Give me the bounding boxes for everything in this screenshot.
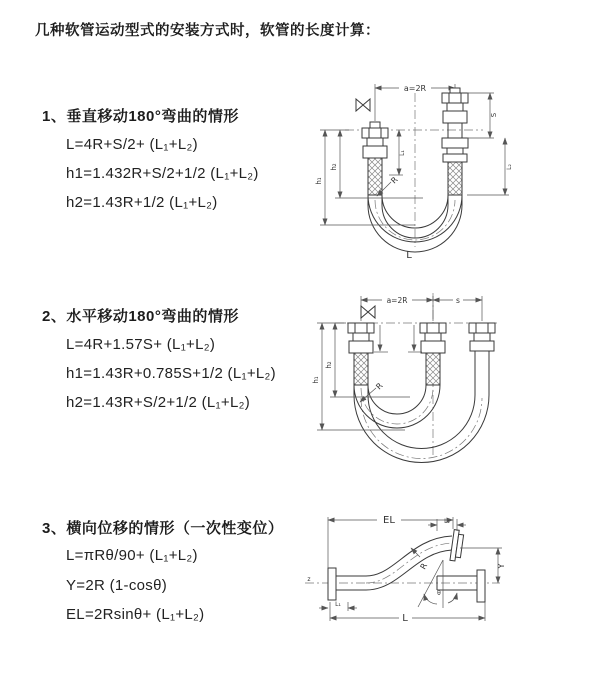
dim-l1 <box>389 130 406 175</box>
left-hose-end-fitting <box>348 323 374 385</box>
valve-icon <box>361 306 375 318</box>
l2-label: L₂ <box>444 518 450 525</box>
span-label: a=2R <box>403 84 427 93</box>
r-label: R <box>418 561 430 571</box>
l-label: L <box>402 613 408 624</box>
l1-label: L₁ <box>335 601 341 608</box>
right-flange <box>437 570 485 602</box>
dim-s <box>467 93 498 138</box>
diagram-horizontal-180-bend <box>310 285 595 465</box>
diagram-vertical-180-bend <box>315 75 595 260</box>
axis-mark: z <box>307 576 311 583</box>
l1-label: L₁ <box>399 150 406 156</box>
page-title: 几种软管运动型式的安装方式时，软管的长度计算： <box>35 23 380 39</box>
fitting-length-ticks <box>374 325 422 352</box>
section-3-formula-Y: Y=2R (1-cosθ) <box>66 577 168 594</box>
section-1-formula-h1: h1=1.432R+S/2+1/2 (L₁+L₂) <box>66 165 259 182</box>
section-3-heading: 3、横向位移的情形（一次性变位） <box>42 520 284 537</box>
r-label: R <box>374 381 385 392</box>
span-label: a=2R <box>386 296 408 305</box>
section-2-formula-L: L=4R+1.57S+ (L₁+L₂) <box>66 336 216 353</box>
l-label: L <box>406 250 412 260</box>
dim-l2 <box>467 138 513 195</box>
radius-callout <box>411 548 429 571</box>
s-label: S <box>490 112 498 118</box>
section-3-formula-EL: EL=2Rsinθ+ (L₁+L₂) <box>66 606 205 623</box>
h1-label: h₁ <box>312 376 320 384</box>
dim-h1 <box>315 130 415 225</box>
right-hose-end-fitting <box>442 88 468 195</box>
el-label: EL <box>383 515 395 526</box>
upper-flange <box>450 530 464 562</box>
braid-section <box>368 158 382 195</box>
middle-hose-end-fitting <box>420 323 446 385</box>
h2-label: h₂ <box>325 361 333 369</box>
section-2-heading: 2、水平移动180°弯曲的情形 <box>42 308 239 325</box>
hose-u-bend-2 <box>354 351 489 463</box>
h2-label: h₂ <box>330 163 338 171</box>
section-1-formula-h2: h2=1.43R+1/2 (L₁+L₂) <box>66 194 218 211</box>
h1-label: h₁ <box>315 177 323 185</box>
r-label: R <box>389 175 400 186</box>
s-label: s <box>456 296 460 305</box>
braid-section <box>448 162 462 195</box>
braid-section <box>354 353 368 385</box>
section-1-formula-L: L=4R+S/2+ (L₁+L₂) <box>66 136 198 153</box>
left-hose-end-fitting <box>362 122 388 195</box>
hose-u-bend-1 <box>354 385 440 428</box>
section-2-formula-h2: h2=1.43R+S/2+1/2 (L₁+L₂) <box>66 394 251 411</box>
y-label: Y <box>497 563 506 569</box>
section-3-formula-L: L=πRθ/90+ (L₁+L₂) <box>66 547 198 564</box>
dim-span <box>361 296 482 322</box>
section-2-formula-h1: h1=1.43R+0.785S+1/2 (L₁+L₂) <box>66 365 276 382</box>
section-1-heading: 1、垂直移动180°弯曲的情形 <box>42 108 239 125</box>
dim-l <box>330 602 485 624</box>
braid-section <box>426 353 440 385</box>
theta-label: θ <box>437 590 441 597</box>
valve-icon <box>356 99 370 111</box>
dim-l1 <box>319 601 357 611</box>
diagram-lateral-displacement <box>300 505 595 655</box>
hose-s-curve <box>366 536 452 590</box>
dim-el <box>328 513 453 568</box>
hose-centerline-arc-1 <box>361 388 433 424</box>
l2-label: L₂ <box>506 164 513 170</box>
left-flange <box>328 568 366 600</box>
right-hose-end-fitting <box>469 323 495 351</box>
